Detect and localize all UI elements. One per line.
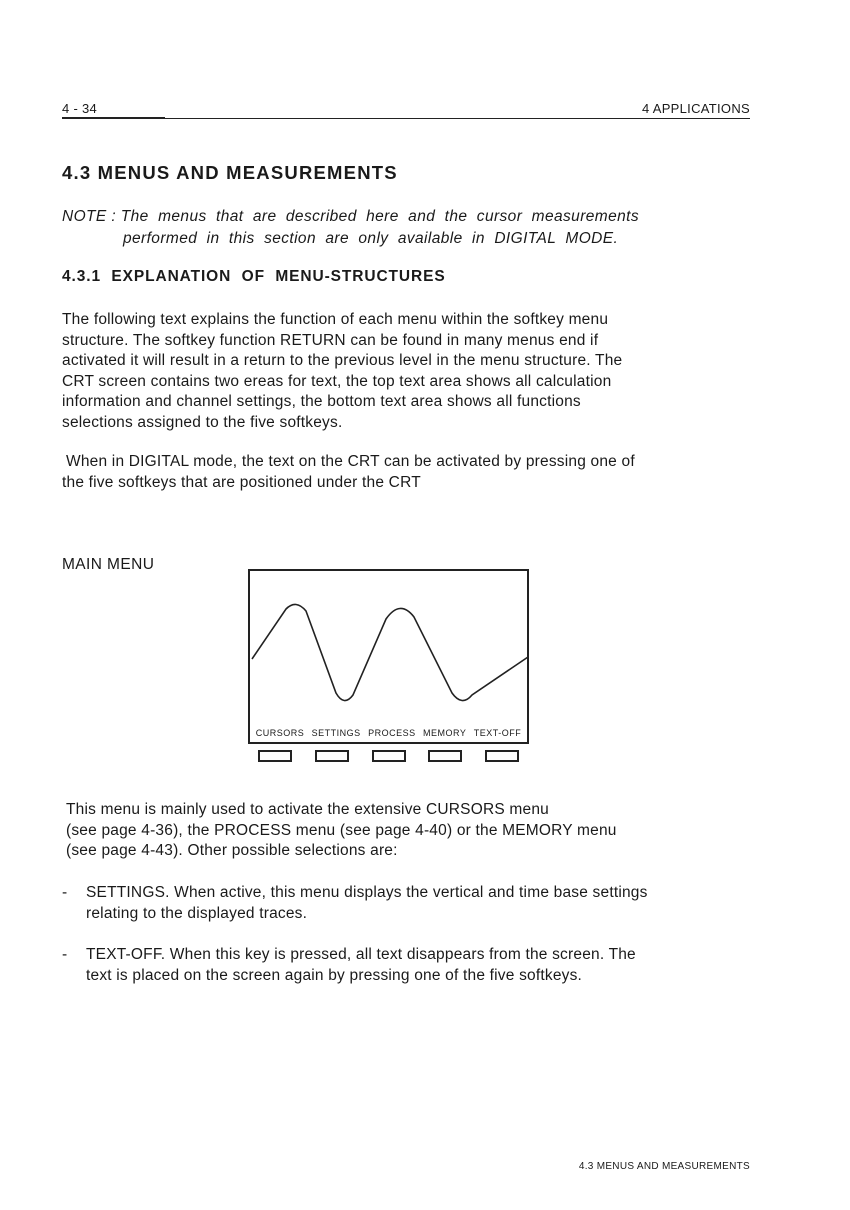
paragraph-line: structure. The softkey function RETURN can be found in many menus end if: [62, 331, 599, 349]
paragraph-line: the five softkeys that are positioned under the CRT: [62, 473, 421, 491]
paragraph-main-menu: [66, 800, 756, 862]
chapter-title: 4 APPLICATIONS: [642, 101, 750, 116]
list-item-line: relating to the displayed traces.: [86, 904, 308, 922]
softkey-label-settings: SETTINGS: [311, 728, 361, 738]
note-line-1: NOTE : The menus that are described here and the cursor measurements: [62, 208, 639, 225]
softkey-3: [372, 750, 406, 762]
paragraph-line: information and channel settings, the bottom text area shows all functions: [62, 393, 581, 410]
note-line-2: performed in this section are only available in DIGITAL MODE.: [123, 230, 619, 247]
list-dash: -: [62, 884, 68, 901]
paragraph-line: CRT screen contains two ereas for text, the top text area shows all calculation: [62, 372, 612, 390]
paragraph-line: selections assigned to the five softkeys.: [62, 413, 343, 431]
softkey-label-memory: MEMORY: [423, 728, 467, 738]
sine-wave: [250, 571, 527, 742]
softkey-5: [485, 750, 519, 762]
page-number: 4 - 34: [62, 101, 98, 116]
paragraph-line: This menu is mainly used to activate the extensive CURSORS menu: [66, 801, 549, 818]
softkey-label-process: PROCESS: [368, 728, 416, 738]
paragraph-line: (see page 4-36), the PROCESS menu (see page 4-40) or the MEMORY menu: [66, 821, 617, 839]
list-item-line: text is placed on the screen again by pressing one of the five softkeys.: [86, 966, 583, 984]
header-rule-accent: [62, 117, 165, 119]
page-footer: 4.3 MENUS AND MEASUREMENTS: [578, 1161, 750, 1172]
softkey-2: [315, 750, 349, 762]
paragraph-line: When in DIGITAL mode, the text on the CRT can be activated by pressing one of: [66, 453, 635, 470]
softkey-label-cursors: CURSORS: [255, 728, 305, 738]
paragraph-explanation: [62, 310, 752, 433]
note: [62, 206, 742, 250]
paragraph-line: activated it will result in a return to the previous level in the menu structure. The: [62, 352, 623, 369]
paragraph-digital-mode: [62, 452, 752, 493]
subsection-title: 4.3.1 EXPLANATION OF MENU-STRUCTURES: [62, 268, 446, 285]
list-item-line: TEXT-OFF. When this key is pressed, all text disappears from the screen. The: [86, 946, 636, 963]
figure-label: MAIN MENU: [62, 556, 155, 573]
paragraph-line: The following text explains the function of each menu within the softkey menu: [62, 311, 609, 328]
softkey-4: [428, 750, 462, 762]
section-title: 4.3 MENUS AND MEASUREMENTS: [62, 162, 398, 183]
softkey-label-bar: [252, 726, 525, 740]
list-item-line: SETTINGS. When active, this menu displays the vertical and time base settings: [86, 884, 648, 901]
header-rule: [62, 118, 750, 119]
softkey-1: [258, 750, 292, 762]
softkey-label-text-off: TEXT-OFF: [473, 728, 522, 738]
list-dash: -: [62, 946, 68, 963]
paragraph-line: (see page 4-43). Other possible selections are:: [66, 842, 398, 859]
crt-screen: [248, 569, 529, 744]
